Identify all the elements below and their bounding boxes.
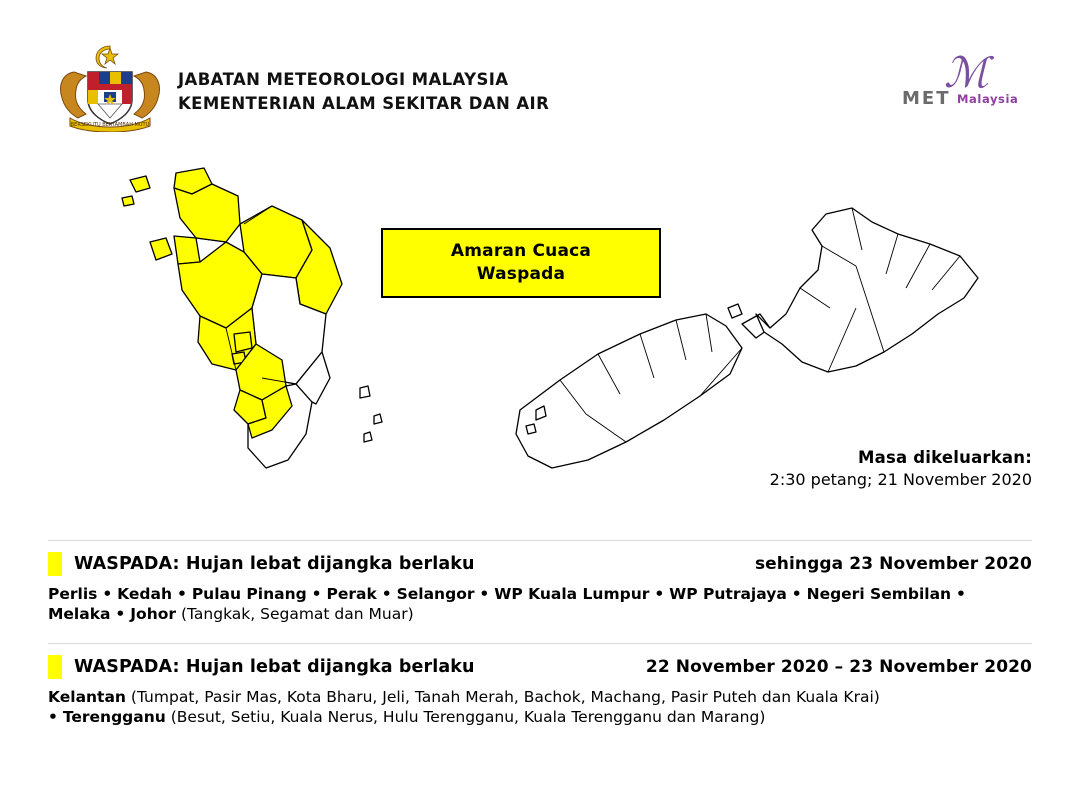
advisory-header bbox=[48, 653, 1032, 681]
met-logo-subword: Malaysia bbox=[957, 92, 1019, 106]
issued-time-label: Masa dikeluarkan: bbox=[858, 448, 1032, 467]
agency-title-block bbox=[178, 68, 549, 116]
warning-title-box bbox=[381, 228, 661, 298]
severity-swatch-icon bbox=[48, 655, 62, 679]
issued-time-block bbox=[770, 448, 1032, 489]
malaysia-coat-of-arms-icon bbox=[52, 42, 168, 132]
met-logo-word: MET bbox=[902, 88, 951, 109]
warning-title-line2: Waspada bbox=[476, 264, 566, 284]
svg-text:BERSEKUTU BERTAMBAH MUTU: BERSEKUTU BERTAMBAH MUTU bbox=[70, 122, 150, 128]
advisory-block-1 bbox=[48, 540, 1032, 625]
advisory-list bbox=[0, 540, 1080, 728]
advisory-period: 22 November 2020 – 23 November 2020 bbox=[645, 656, 1032, 677]
advisory-title: WASPADA: Hujan lebat dijangka berlaku bbox=[74, 656, 475, 677]
advisory-areas: Perlis • Kedah • Pulau Pinang • Perak • Selangor • WP Kuala Lumpur • WP Putrajaya • Negeri Sembilan • Melaka • Johor (Tangkak, Segamat dan Muar) bbox=[48, 585, 966, 624]
divider bbox=[48, 540, 1032, 541]
divider bbox=[48, 643, 1032, 644]
advisory-areas: Kelantan (Tumpat, Pasir Mas, Kota Bharu, Jeli, Tanah Merah, Bachok, Machang, Pasir Puteh dan Kuala Krai) • Terengganu (Besut, Setiu, Kuala Nerus, Hulu Terengganu, Kuala Terengganu dan Marang) bbox=[48, 687, 880, 727]
advisory-title: WASPADA: Hujan lebat dijangka berlaku bbox=[74, 554, 475, 574]
severity-swatch-icon bbox=[48, 552, 62, 576]
metmalaysia-logo bbox=[902, 48, 1032, 114]
page-header bbox=[0, 0, 1080, 140]
warning-title-line1: Amaran Cuaca bbox=[450, 241, 592, 262]
issued-time-value: 2:30 petang; 21 November 2020 bbox=[769, 470, 1032, 489]
agency-name-secondary: KEMENTERIAN ALAM SEKITAR DAN AIR bbox=[178, 93, 550, 113]
agency-name-primary: JABATAN METEOROLOGI MALAYSIA bbox=[178, 70, 509, 89]
advisory-header bbox=[48, 550, 1032, 578]
advisory-period: sehingga 23 November 2020 bbox=[754, 554, 1032, 574]
met-swirl-icon: ℳ bbox=[944, 48, 989, 97]
advisory-block-2 bbox=[48, 643, 1032, 728]
malaysia-warning-map bbox=[0, 138, 1080, 528]
